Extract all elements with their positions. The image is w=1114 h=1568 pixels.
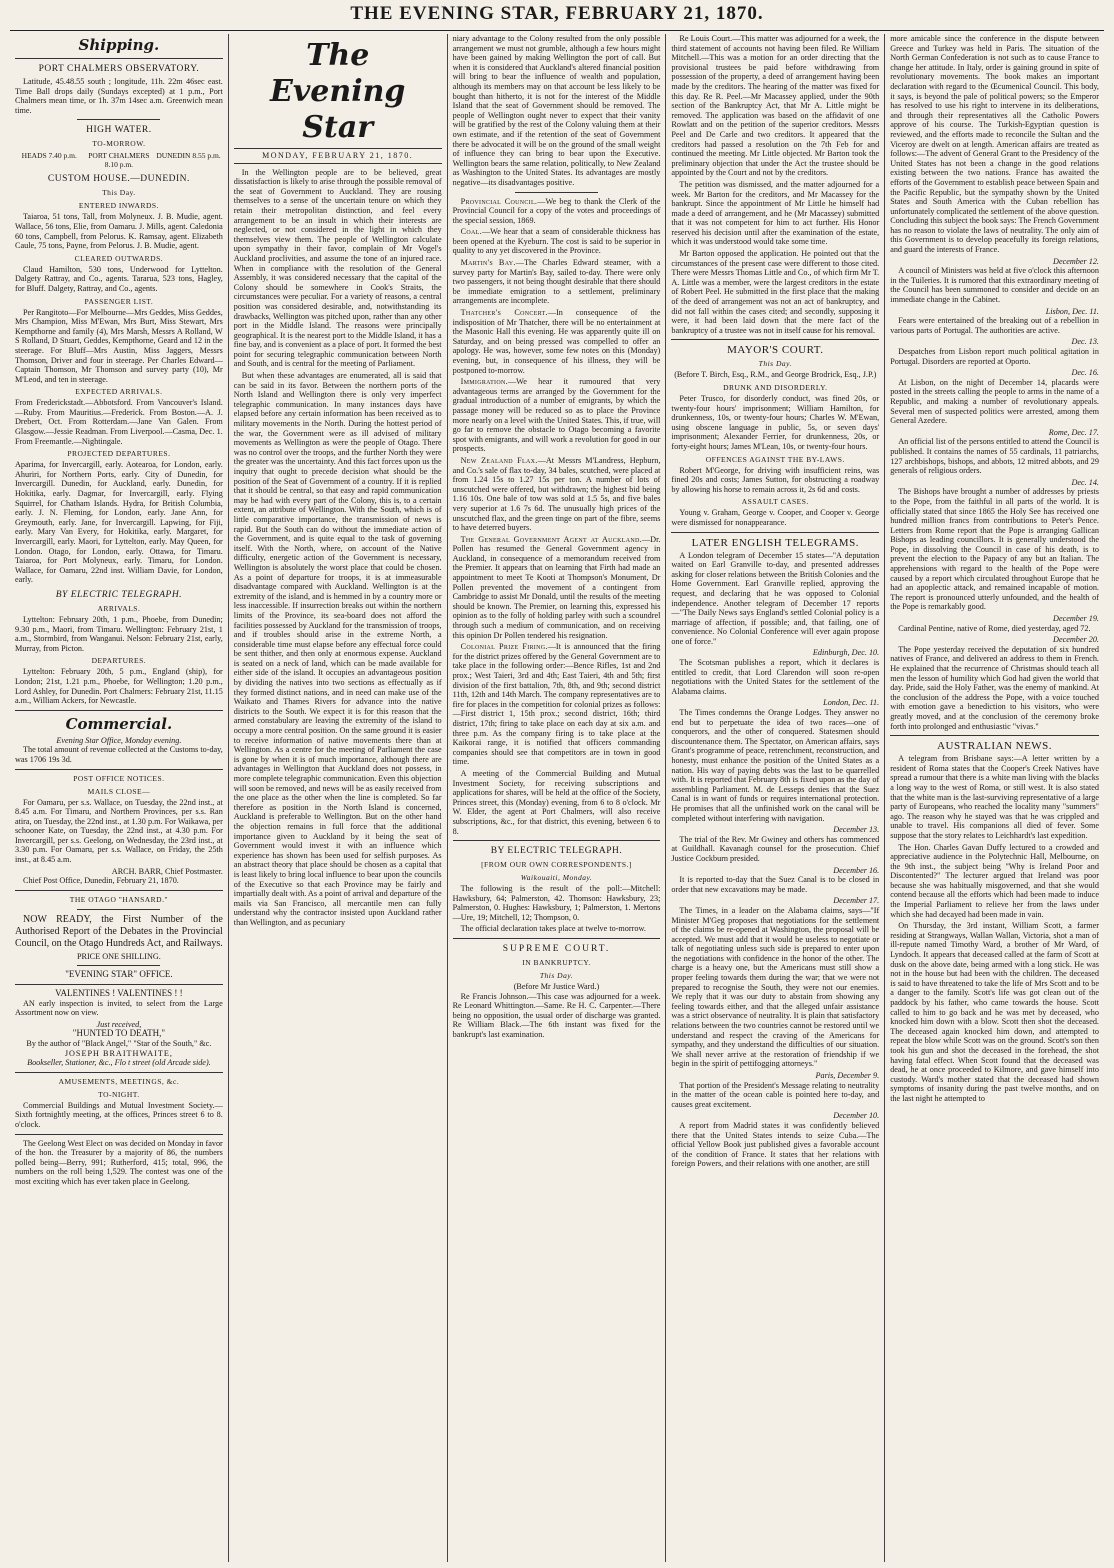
tomorrow-label: TO-MORROW.	[92, 139, 146, 149]
amusements-text: Commercial Buildings and Mutual Investment Society.—Sixth fortnightly meeting, at the offices, Princes street 6 to 8. o'clock.	[15, 1100, 223, 1129]
valentines-heading: VALENTINES ! VALENTINES ! !	[55, 988, 183, 999]
column-2	[229, 34, 448, 1562]
offences-heading: OFFENCES AGAINST THE BY-LAWS.	[705, 454, 845, 464]
valentines-just: Just received,	[96, 1019, 142, 1029]
paris-text: That portion of the President's Message relating to neutrality in the matter of the ocean cable is pointed here to-day, and causes great excitement.	[671, 1080, 880, 1109]
divider	[15, 984, 223, 985]
divider	[671, 532, 879, 533]
edinburgh-dateline: Edinburgh, Dec. 10.	[812, 648, 880, 658]
masthead-rule	[10, 30, 1104, 31]
dec19-dateline: December 19.	[1053, 614, 1099, 624]
council-text: —We beg to thank the Clerk of the Provincial Council for a copy of the votes and proceedings of the special session, 1869.	[452, 196, 661, 225]
cleared-heading: CLEARED OUTWARDS.	[74, 253, 164, 263]
hansard-price: PRICE ONE SHILLING.	[76, 951, 161, 961]
departures-heading: DEPARTURES.	[91, 656, 147, 666]
coal-text: —We hear that a seam of considerable thickness has been opened at the Kyeburn. The cost is said to be superior in quality to any yet discovered in the Province.	[452, 227, 661, 256]
projected-heading: PROJECTED DEPARTURES.	[67, 449, 171, 459]
dec13-text: Despatches from Lisbon report much political agitation in Portugal. Disorders are reported at Oporto.	[890, 347, 1099, 366]
agent-heading: The General Government Agent at Auckland.	[460, 534, 642, 544]
flax-heading: New Zealand Flax.	[460, 455, 538, 465]
dec17-text: The Times, in a leader on the Alabama claims, says—"If Minister M'Geg proposes that negotiations for the settlement of the claims be re-opened at Washington, the proposal will be accepted. We must add that it would be useless to negotiate or talk of negotiating unless such side is prepared to enter upon the negotiations with confidence in the honor of the other. The charge is a heavy one, but the Americans must still show a proper feeling towards them during the war; that we were not prepared to recognise the South, they were not our enemies. We reply that it was our duty to abstain from showing any feeling towards either, and that the alleged unfair assistance was a strict observance of neutrality. It is plain that satisfactory relations between the two countries cannot be restored until we understand and respect the craving of the Americans for sympathy, and they understand the difficulties of our situation. We shall never arrive at the restoration of friendship if we begin in the spirit of pettifogging attorneys."	[671, 905, 880, 1069]
divider	[77, 965, 160, 966]
valentines-by: By the author of "Black Angel," "Star of the South," &c.	[26, 1039, 212, 1048]
coal-heading: Coal.	[460, 227, 482, 237]
valentines-address: Bookseller, Stationer, &c., Flo t street (old Arcade side).	[27, 1058, 211, 1068]
drunk-heading: DRUNK AND DISORDERLY.	[723, 383, 828, 392]
this-day-label: This Day.	[758, 359, 792, 369]
rome-text: An official list of the persons entitled to attend the Council is published. It contains the names of 55 cardinals, 11 patriarchs, 127 archbishops, bishops, and abbots, 12 mitred abbots, and 29 generals of religious orders.	[890, 437, 1099, 476]
this-day-label: This Day.	[102, 188, 136, 198]
observatory-text: Latitude, 45.48.55 south ; longitude, 11h. 22m 46sec east. Time Ball drops daily (Sundays excepted) at 1 p.m., Port Chalmers mean time, or 1h. 37m 14sec a.m. Greenwich mean time.	[15, 77, 223, 115]
immigration-heading: Immigration.	[460, 377, 508, 387]
court-text-2: The petition was dismissed, and the matter adjourned for a week. Mr Barton for the creditors, and Mr Macassey for the bankrupt. Since the appointment of Mr Little he himself had made a deed of arrangement, and he (Mr Macassey) submitted that it was not competent for him to act further. His Honor reserved his decision until after the examination of the estate, which it was understood would take some time.	[671, 179, 880, 247]
lisbon-text: Fears were entertained of the breaking out of a rebellion in various parts of Portugal. The authorities are active.	[890, 316, 1099, 335]
hansard-heading: THE OTAGO "HANSARD."	[69, 894, 169, 904]
passenger-heading: PASSENGER LIST.	[84, 296, 154, 306]
dec12-text: A council of Ministers was held at five o'clock this afternoon in the Tuileries. It is rumored that this extraordinary meeting of the Council has been summoned to consider and decide on an immediate change in the Cabinet.	[890, 266, 1099, 305]
tide-port-chalmers: PORT CHALMERS 8.10 p.m.	[88, 151, 150, 170]
coal-item	[453, 227, 661, 256]
post-heading: POST OFFICE NOTICES.	[73, 773, 165, 783]
shipping-heading: Shipping.	[78, 36, 160, 54]
valentines-text: AN early inspection is invited, to select from the Large Assortment now on view.	[15, 998, 223, 1018]
martins-text: —The Charles Edward steamer, with a survey party for Martin's Bay, sailed to-day. There were only two passengers, it not being thought desirable that there should be immediate emigration to a settlement, preliminary arrangements are incomplete.	[452, 258, 661, 306]
before-label: (Before T. Birch, Esq., R.M., and George Brodrick, Esq., J.P.)	[674, 370, 877, 380]
this-day-label: This Day.	[539, 971, 574, 981]
divider	[671, 339, 879, 340]
dec20-text: The Pope yesterday received the deputation of six hundred natives of France, and delivered an address to them in French. He explained that the recurrence of Christmas should teach all men the lesson of humility which God had given the world that day. Pride, said the Holy Father, was the enemy of mankind. At the conclusion of the address the Pope, with a voice touched with emotion gave a benediction to his visitors, who were greatly moved, and at the conclusion of the ceremony broke forth into prolonged and enthusiastic "vivas."	[890, 644, 1099, 731]
rome-dateline: Rome, Dec. 17.	[1048, 427, 1099, 437]
waikouaiti-text: The following is the result of the poll:—Mitchell: Hawksbury, 64; Palmerston, 42. Thomson: Hawksbury, 23; Palmerston, 0. Hughes: Hawksbury, 1; Palmerston, 1. Mertons—Ure, 19; Mitchell, 12; Thompson, 0.	[452, 884, 661, 922]
meeting-text: A meeting of the Commercial Building and Mutual Investment Society, for receiving subscriptions and applications for shares, will be held at the office of the Society, Princes street, this (Monday) evening, from 6 to 8 o'clock. Mr W. Elder, the agent at Port Chalmers, will also receive subscriptions, &c., for that district, this evening, between 6 to 8.	[452, 768, 661, 836]
own-correspondents-label: [FROM OUR OWN CORRESPONDENTS.]	[481, 860, 632, 870]
tonight-label: TO-NIGHT.	[98, 1089, 140, 1099]
dec16-text: It is reported to-day that the Suez Canal is to be closed in order that new excavations may be made.	[671, 875, 880, 894]
agent-item	[453, 535, 661, 641]
london-text: The Times condemns the Orange Lodges. They answer no end but to perpetuate the idea of two races—one of conquerors, and the other of conquered. Statesmen should discountenance them. The Spectator, on American affairs, says Grant's programme of peace, retrenchment, reconstruction, and honesty, must enhance the position of the United States as a nation. His way of paying debts was the last to be quarrelled with. It is reported that February 8th is fixed upon as the day of assembling Parliament. M. de Lesseps denies that the Suez Canal is in want of funds or requires international protection. He promises that all the unfinished work on the canal will be completed without interfering with navigation.	[671, 708, 880, 823]
projected-text: Aparima, for Invercargill, early. Aotearoa, for London, early. Ahuriri, for Northern Ports, early. City of Dunedin, for Invercargill. Dunedin, for Auckland, early. Dunedin, for Hokitika, early. Dagmar, for Invercargill, early. Flying Squirrel, for Chatham Islands. Hydra, for British Columbia, early. J. N. Fleming, for London, early. Jane Ann, for Greymouth, early. Jane, for Invercargill. Lapwing, for Fiji, early. Mary Van Every, for Hokitika, early. Margaret, for Invercargill, early. Maori, for Lyttelton, early. May Queen, for London. Otago, for London, early. Ottawa, for Timaru. Taiaroa, for Port Molyneux, early. Timaru, for London. Wallace, for Oamaru, 22nd inst. William Davie, for London, early.	[15, 460, 223, 585]
dec10-text: A report from Madrid states it was confidently believed there that the United States intends to seize Cuba.—The official Yellow Book just published gives a favorable account of the condition of France. It states that her relations with foreign Powers, and their relations with one another, are still	[671, 1120, 880, 1169]
column-4	[666, 34, 885, 1562]
divider	[15, 1134, 223, 1135]
flax-text: —At Messrs M'Landress, Hepburn, and Co.'s sale of flax to-day, 34 bales, scutched, were placed at from 1.24 15s to 1.27 15s per ton. A number of lots of unscutched were offered, but withdrawn; the highest bid being 1.16 10s. One bale of tow was sold at 1.5 5s, and five bales very superior at 1.6 7s 6d. The unusually high prices of the unscutched flax, and the green tinge on part of the fibre, seems to have deterred buyers.	[452, 455, 661, 533]
departures-text: Lyttelton: February 20th, 5 p.m., England (ship), for London; 21st, 1.21 p.m., Phoebe, for Wellington; 1.20 p.m., Lord Ashley, for Dunedin. Port Chalmers: February 21st, 11.15 a.m., William Ackers, for Newcastle.	[15, 667, 223, 706]
divider	[890, 735, 1099, 736]
bankruptcy-label: IN BANKRUPTCY.	[522, 958, 591, 968]
dec13-dateline: Dec. 13.	[1071, 337, 1099, 347]
dec12-dateline: December 12.	[1053, 256, 1099, 266]
cleared-text: Claud Hamilton, 530 tons, Underwood for Lyttelton. Dalgety Rattray, and Co., agents. Tararua, 523 tons, Hagley, for Bluff. Dalgety, Rattray, and Co., agents.	[15, 264, 223, 293]
expected-text: From Frederickstadt.—Abbotsford. From Vancouver's Island.—Ruby. From Mauritius.—Frederick. From Boston.—A. J. Drebert, Oct. From Rotterdam.—Jane Van Galen. From Glasgow.—Jessie Readman. From Liverpool.—Casma, Dec. 1. From Freemantle.—Nightingale.	[15, 398, 223, 446]
post-sign: ARCH. BARR, Chief Postmaster.	[111, 866, 223, 876]
dec13-dateline: December 13.	[833, 825, 880, 835]
immigration-item	[453, 377, 661, 454]
before-label: (Before Mr Justice Ward.)	[513, 982, 600, 992]
supreme-text: Re Francis Johnson.—This case was adjourned for a week. Re Leonard Whittington.—Same. Re H. C. Carpenter.—There being no opposition, the usual order of discharge was granted. Re William Black.—The 6th instant was fixed for the bankrupt's last examination.	[452, 991, 661, 1040]
leader-paragraph-2: But when these advantages are enumerated, all is said that can be said in its favor. Between the northern ports of the North Island and Wellington there is only very imperfect telegraphic communication. In many instances days have elapsed before any certain information has been received as to military movements in the North. During the hottest period of the war, the Government were as ill advised of military movements as Wellington as were the people of Otago. There was no control over the troops, and the further North they were the greater was the uncertainty. And this fact forces upon us the inquiry that ought to precede decision what should be the position of the Seat of Government of a country. If it is replied that it should be central, so that easy and rapid communication may be had with every part of the Colony, this is, to a certain extent, an attribute of Wellington. With the South, which is of little comparative importance, the transmission of news is rapid. But the South can do without the immediate action of the Government, and is quite equal to the task of governing itself. With the North, where, on account of the Native difficulty, energetic action of the Government is necessary, Wellington is absolutely the worst place that could be chosen. As a point of departure for troops, it is at immeasurable disadvantage compared with Auckland. Wellington is at the extremity of the island, and is hemmed in by a country more or less inaccessible. If insurrection breaks out within the northern limits of the Province, its sea-board does not afford the facilities possessed by Auckland for the transmission of troops, and if troubles should arise in the extreme North, a considerable time must elapse before any effectual force could be sent thither, and then only at enormous expense. Auckland is seated on a neck of land, which can be made available for either side of the island. It occupies an advantageous position by dividing the natives into two sections as effectually as if they formed distinct nations, and in need can make use of the Waikato and Thames Rivers for advance into the native districts to the South. We expect it is for this reason that the armed constabulary are leaving the extremity of the island to occupy a more central position. On the same ground it is easier to receive information of native movements there than at Wellington. As a centre for the meeting of Parliament the case is gone by when it is of much importance, although there are advantages in Wellington that Auckland does not possess, in more complete telegraphic communication. Even this objection will soon be removed, and news will be as easily received from the one place as the other when the line is completed. So far therefore as position in the North Island is concerned, Auckland is preferable to Wellington. But on the other hand the objection remains in full force that the additional importance given to Auckland by it being the seat of Government would invest it with an influence which experience has shown has been used for selfish purposes. As an abstract theory that place should be chosen as a capital that is least likely to bring local influence to bear upon the councils of the Executive so that each Province may be fairly and impartially dealt with. As a point of arrival and departure of the mails via San Francisco, all mercantile men can fully understand why the contractor insisted upon Auckland rather than Wellington, and as pecuniary	[233, 371, 442, 927]
masthead: THE EVENING STAR, FEBRUARY 21, 1870.	[350, 3, 764, 24]
assault-text: Young v. Graham, George v. Cooper, and Cooper v. George were dismissed for nonappearance.	[671, 508, 880, 527]
divider	[15, 769, 223, 770]
edinburgh-text: The Scotsman publishes a report, which it declares is entitled to credit, that Lord Clarendon will soon re-open negotiations with the United States for the settlement of the Alabama claims.	[671, 658, 880, 696]
tide-table	[15, 151, 223, 169]
waikouaiti-text-2: The official declaration takes place at twelve to-morrow.	[460, 924, 646, 934]
observatory-heading: PORT CHALMERS OBSERVATORY.	[38, 64, 200, 74]
paris-dateline: Paris, December 9.	[815, 1071, 880, 1080]
colonial-text: —It is announced that the firing for the district prizes offered by the General Government are to take place in the following order:—Bence Rifles, 1st and 2nd prox.; West Taieri, 3rd and 4th; East Taieri, 4th and 5th; first division of the first battalion, 7th, 8th, and 9th; second district 11th, 12th and 14th March. The company representatives are to fire for places in the competition for colonial prizes as follows:—First district 1, 15th prox.; second district, 16th; third district, 17th; firing to take place on each day at six a.m. and three p.m. As the company firing is to take place at the Kaikorai range, it is notified that officers commanding companies should see that competitors are in town in good time.	[452, 642, 661, 767]
council-heading: Provincial Council.	[460, 196, 538, 206]
dec13-text: The trial of the Rev. Mr Gwiney and others has commenced at Guildhall. Kavanagh counsel for the prosecution. Chief Justice Cockburn presided.	[671, 834, 880, 863]
divider	[453, 938, 661, 939]
expected-heading: EXPECTED ARRIVALS.	[75, 387, 163, 397]
geelong-text: The Geelong West Elect on was decided on Monday in favor of the hon. the Treasurer by a majority of 86, the numbers polled being—Berry, 991; Rutherford, 415; total, 996, the numbers on the roll being 1,529. The contest was one of the most exciting which has ever taken place in Geelong.	[15, 1138, 223, 1186]
entered-text: Taiaroa, 51 tons, Tall, from Molyneux. J. B. Mudie, agent. Wallace, 56 tons, Elie, from Oamaru. J. Mills, agent. Caledonia 60 tons, Campbell, from Pelorus. K. Ramsay, agent. Elizabeth Caule, 75 tons, Payne, from Pelorus. J. B. Mudie, agent.	[15, 212, 223, 251]
foreign-text-1: more amicable since the conference in the dispute between Greece and Turkey was held in Paris. The situation of the North German Confederation is not such as to cause France to change her attitude. In Italy, order is gaining ground in spite of revolutionary movements. The book makes an important declaration with regard to the Œcumenical Council. This body, it says, is beyond the pale of political powers; so the Emperor has resolved to use his right to intervene in its deliberations, and through their representatives all the Catholic Powers approve of his course. The Turkish-Egyptian question is reviewed, and the efforts made to reconcile the Sultan and the Viceroy are dwelt on at length. American affairs are treated as follows:—The advent of General Grant to the Presidency of the United States has not been a change in the good relations existing between the two nations. France has awaited the efforts of the Government to establish peace between Spain and the Pacific Republic, but the sympathy shown by the United States and South America with the Cuban rebellion has unfortunately complicated the settlement of the above question. Concluding this subject the book says: The French Government has no reason to violate the laws of neutrality. The only aim of this Government is to develop peacefully its foreign relations, and guard the interests of France.	[890, 34, 1099, 255]
high-water-heading: HIGH WATER.	[86, 125, 152, 136]
divider	[15, 1072, 223, 1073]
customs-heading: CUSTOM HOUSE.—DUNEDIN.	[47, 174, 190, 185]
column-3	[448, 34, 667, 1562]
mayors-court-heading: MAYOR'S COURT.	[727, 344, 824, 357]
divider	[15, 58, 223, 59]
valentines-sign: JOSEPH BRAITHWAITE,	[64, 1048, 173, 1058]
passenger-text: Per Rangitoto—For Melbourne—Mrs Geddes, Miss Geddes, Mrs Champion, Miss M'Ewan, Mrs Burt, Miss Stewart, Mrs Kempthorne and family (4), Mrs Marsh, Messrs A Rolland, W S Rolland, D Stuart, Geddes, Kempthorne, Geard and 12 in the steerage. For Bluff—Mrs Austin, Miss Jaggers, Messrs Thomson, Driver and four in steerage. Per Charles Edward—Captain Thomson, Mr Thomson and survey party (10), Mr M'Leod, and ten in steerage.	[15, 307, 223, 384]
dec16-text: At Lisbon, on the night of December 14, placards were posted in the streets calling the people to arms in the name of a Republic, and making a number of revolutionary appeals. Several men of suspected politics were arrested, among them General Azedere.	[890, 377, 1099, 426]
leader-paragraph-1: In the Wellington people are to be believed, great dissatisfaction is likely to arise through the possible removal of the seat of Government to Auckland. They are rousing themselves to a sense of the uncertain tenure on which they retain their metropolitan distinction, and feel every arrangement to be an insult in which their interests are neglected, or not considered in the light in which they themselves view them. The people of Wellington calculate upon sympathy in their favor, complain of Mr Vogel's Auckland proclivities, and assume the tone of an injured race. When in compliance with the resolution of the General Assembly, it was considered necessary that the capital of the Colony should be somewhere in Cook's Straits, the circumstances were peculiar. For a variety of reasons, a central position was considered desirable, and, notwithstanding its drawbacks, Wellington was pitched upon, rather than any other port in the Middle Island. The reasons were principally geographical. It is the nearest port to the Middle Island, it has a fine bay, and is convenient as a place of port. It formed the best point for securing telegraphic communication between North and South, and is central for the meeting of Parliament.	[233, 167, 442, 369]
column-1	[10, 34, 229, 1562]
court-text-1: Re Louis Court.—This matter was adjourned for a week, the third statement of accounts not having been filed. Re William Mitchell.—This was a motion for an order directing that the provisional trustees be paid before withdrawing from possession of the property, a deed of arrangement having been made by the creditors. The hearing of the matter was fixed for this day. Re R. Peel.—Mr Macassey applied, under the 90th section of the Bankruptcy Act, that Mr A. Little might be removed. The application was based on the affidavit of one Rowlatt and on the petition of the superior creditors. Messrs Peel and De Carle and two creditors. It appeared that the creditors had passed a resolution on the 7th Feb for and continued the meeting. Mr Little objected. Mr Barton took the preliminary objection that under the Act the trustee should be appointed by the Court and not by the creditors.	[671, 34, 880, 178]
offences-text: Robert M'George, for driving with insufficient reins, was fined 20s and costs; James Sutton, for obstructing a roadway by allowing his horse to remain across it, 2s 6d and costs.	[671, 465, 880, 494]
court-text-3: Mr Barton opposed the application. He pointed out that the circumstances of the present case were different to those cited. There were Messrs Thomas Little and Co., of which firm Mr T. A. Little was a member, were the largest creditors in the estate of Robert Peel. He submitted in the first place that the making of the deed of arrangement was not an act of bankruptcy, and did not fall within the cases cited; and secondly, supposing it were, it had been laid down that the mere fact of the bankruptcy of a trustee was not in itself cause for his removal.	[671, 249, 880, 335]
dec20-dateline: December 20.	[1053, 635, 1099, 645]
supreme-court-heading: SUPREME COURT.	[502, 944, 611, 955]
tide-dunedin: DUNEDIN 8.55 p.m.	[156, 151, 221, 161]
paper-title: The Evening Star	[270, 38, 406, 145]
thatcher-heading: Thatcher's Concert.	[460, 308, 548, 318]
dec17-dateline: December 17.	[833, 896, 880, 906]
arrivals-text: Lyttelton: February 20th, 1 p.m., Phoebe, from Dunedin; 9.30 p.m., Maori, from Timaru. Wellington: February 21st, 1 a.m., Stormbird, from Wanganui. Nelson: February 21st, early, Murray, from Picton.	[15, 614, 223, 653]
telegraph-heading: BY ELECTRIC TELEGRAPH.	[490, 846, 623, 857]
council-item	[453, 197, 661, 226]
commercial-text: The total amount of revenue collected at the Customs to-day, was 1706 19s 3d.	[15, 745, 223, 764]
australian-news-heading: AUSTRALIAN NEWS.	[937, 740, 1053, 753]
valentines-book: "HUNTED TO DEATH,"	[72, 1028, 166, 1039]
post-text: For Oamaru, per s.s. Wallace, on Tuesday, the 22nd inst., at 8.45 a.m. For Timaru, and Northern Provinces, per s.s. Ran atira, on Tuesday, the 22nd inst., at 1.30 p.m. For Waikawa, per schooner Kate, on Tuesday, the 22nd inst., at 4.30 p.m. For Invercargill, per s.s. Geelong, on Wednesday, the 23rd inst., at 3.30 p.m. For Oamaru, per s.s. Wallace, on Friday, the 25th inst., at 8.45 a.m.	[15, 797, 223, 865]
drunk-text: Peter Trusco, for disorderly conduct, was fined 20s, or twenty-four hours' imprisonment; William Hamilton, for drunkenness, 10s, or twenty-four hours; Charles W. M'Ewan, using obscene language in public, 5s, or seven days' imprisonment; Alexander Ferrier, for drunkenness, 20s, or forty-eight hours; James M'Lean, 10s, or twenty-four hours.	[671, 394, 880, 451]
thatcher-item	[453, 308, 661, 375]
divider	[77, 119, 160, 120]
london-dateline: London, Dec. 11.	[823, 698, 880, 708]
immigration-text: —We hear it rumoured that very advantageous terms are arranged by the Government for the gradual introduction of a number of emigrants, by which the passage money will be reduced so as to place the Province more nearly on a level with the United States. This, if true, will go far to remove the obstacle to Otago becoming a favorite spot with emigrants, and will work a revolution for good in our prospects.	[452, 377, 661, 454]
dec10-dateline: December 10.	[833, 1111, 880, 1121]
commercial-heading: Commercial.	[65, 714, 173, 733]
dec19-text: Cardinal Pentine, native of Rome, died yesterday, aged 72.	[898, 623, 1091, 633]
lisbon-dateline: Lisbon, Dec. 11.	[1045, 306, 1099, 316]
commercial-sub: Evening Star Office, Monday evening.	[56, 735, 182, 745]
amusements-heading: AMUSEMENTS, MEETINGS, &c.	[58, 1076, 180, 1086]
arrivals-heading: ARRIVALS.	[97, 603, 141, 613]
hansard-text: NOW READY, the First Number of the Authorised Report of the Debates in the Provincial Council, on the Otago Hundreds Act, and Railways.	[15, 913, 223, 949]
australian-text-3: On Thursday, the 3rd instant, William Scott, a farmer residing at Strangways, Wallan Wallan, Victoria, shot a man of ill-repute named Timothy Ward, a brother of Mr Ward, of Lyndoch. It appears that deceased called at the farm of Scott at dusk on the above date, being armed with a long stick. He was not in the house but had been with the children. The deceased is said to have threatened to take the life of Mrs Scott and to be a danger to the family. Scott's life was got clean out of the paddock by his father, who came towards the house. Scott called to him to go back and he was met by deceased, who knocked him down with a blow. Scott then shot the deceased. The deceased again knocked him down, and attempted to repeat the blow while Scott was on the ground. Scott's son then took his gun and shot the deceased in the forehead, the shot having fatal effect. When Scott found that the deceased was dead, he at once proceeded to Kilmore, and gave himself into custody. Ward's mother stated that the deceased had shown symptoms of insanity during the past twelve months, and on the last night he attempted to	[890, 921, 1099, 1103]
divider	[15, 710, 223, 711]
later-text: A London telegram of December 15 states—"A deputation waited on Earl Granville to-day, and presented addresses asking for closer relations between the British Colonies and the Home Government. Earl Granville replied, approving the request, and declaring that he was opposed to Colonial independence. Another telegram of December 17 reports—"The Daily News says England's settled Colonial policy is a marriage of affection, if possible; and, that failing, one of convenience. No Colonial Conference will ever again propose one of force."	[671, 550, 880, 646]
flax-item	[453, 456, 661, 533]
column-5	[885, 34, 1104, 1562]
assault-heading: ASSAULT CASES.	[741, 497, 809, 507]
page-columns	[10, 34, 1104, 1562]
dec16-dateline: December 16.	[833, 865, 880, 875]
martins-item	[453, 258, 661, 306]
divider	[515, 192, 598, 193]
divider	[15, 890, 223, 891]
dec14-text: The Bishops have brought a number of addresses by priests to the Pope, from the faithful in all parts of the world. It is officially stated that since 1865 the Holy See has received one hundred million francs from contributions to Peter's Pence. Letters from Rome report that the Pope is arranging Gallican Bishops as leading councillors. It is generally understood the Pope, in dissolving the Council in case of his death, is to prevent the election to the Papacy of any but an Italian. The apprehensions with regard to the health of the Pope were caused by a report which circulated throughout Europe that he had an apoplectic attack, and remained incapable of motion. The report is pronounced utterly unfounded, and the health of the Pope is remarkably good.	[890, 487, 1099, 612]
waikouaiti-dateline: Waikouaiti, Monday.	[520, 873, 593, 883]
colonial-heading: Colonial Prize Firing.	[460, 642, 548, 652]
martins-heading: Martin's Bay.	[460, 258, 516, 268]
date-line: MONDAY, FEBRUARY 21, 1870.	[234, 148, 442, 164]
thatcher-text: —In consequence of the indisposition of Mr Thatcher, there will be no entertainment at the Masonic Hall this evening. He was apparently quite ill on Saturday, and on being pressed was compelled to offer an apology. He was, however, some few notes on this (Monday) evening, but, in consequence of his illness, they will be postponed to-morrow.	[452, 308, 661, 375]
star-office-label: "EVENING STAR" OFFICE.	[65, 969, 173, 980]
australian-text-1: A telegram from Brisbane says:—A letter written by a resident of Roma states that the Cooper's Creek Natives have spread a rumour that there is a white man living with the blacks a long way to the west of Roma, or still west. It is also stated that the white man is the last-surviving representative of a large party of Europeans, who reached the locality many "summers" ago. The reason why he stayed was that he was crippled and unable to travel. His companions all died of fever. Some suppose that the story relates to Leichhardt's last expedition.	[890, 754, 1099, 840]
colonial-item	[453, 642, 661, 767]
divider	[453, 840, 661, 841]
leader-continued: niary advantage to the Colony resulted from the only possible arrangement we must not grumble, although a few hours might have been gained by making Wellington the port of call. But when it is considered that Auckland's altered financial position will bring to bear the influence of wealth and population, although its members may on that account be less likely to be bought than hitherto, it is not for the interest of the Middle Island that the seat of Government should be removed. The people of Wellington ought never to expect that their vanity will be gratified by the rest of the Colony valuing them at their own estimate, and if the retention of the seat of Government there be advocated it will be on the ground of the small weight of influence they can bring to bear upon the Executive. Wellington bears the same relation, politically, to New Zealand as Washington to the United States. Its advantages are mostly negative—its disadvantages positive.	[452, 34, 661, 187]
dec14-dateline: Dec. 14.	[1071, 477, 1099, 487]
dec16-dateline: Dec. 16.	[1071, 368, 1099, 378]
telegraph-heading: BY ELECTRIC TELEGRAPH.	[55, 589, 183, 600]
post-date: Chief Post Office, Dunedin, February 21, 1870.	[23, 876, 179, 886]
australian-text-2: The Hon. Charles Gavan Duffy lectured to a crowded and appreciative audience in the Polytechnic Hall, Melbourne, on the 9th inst., the subject being "Why is Ireland Poor and Discontented?" The lecturer argued that Ireland was poor because she was habitually misgoverned, and that she would contend because all the efforts which had been made to induce the Imperial Parliament to relieve her from the laws under which she had decayed had been made in vain.	[890, 842, 1099, 919]
entered-heading: ENTERED INWARDS.	[78, 201, 159, 211]
later-telegrams-heading: LATER ENGLISH TELEGRAMS.	[691, 536, 859, 549]
agent-text: —Dr. Pollen has resumed the General Government agency in Auckland, in consequence of a memorandum received from the Premier. It appears that on learning that Firth had made an appointment to meet Te Kooti at Thompson's Monument, Dr Pollen prevented the movement of a contingent from Cambridge to assist Mr Donald, until the results of the meeting should be known. The Premier, on learning this, expressed his opinion as to the folly of holding parley with such a scoundrel through such a medium of communication, and on receiving this opinion Dr Pollen tendered his resignation.	[452, 534, 661, 640]
mails-close-label: MAILS CLOSE—	[87, 786, 151, 796]
tide-heads: HEADS 7.40 p.m.	[21, 151, 77, 161]
divider	[77, 909, 160, 910]
